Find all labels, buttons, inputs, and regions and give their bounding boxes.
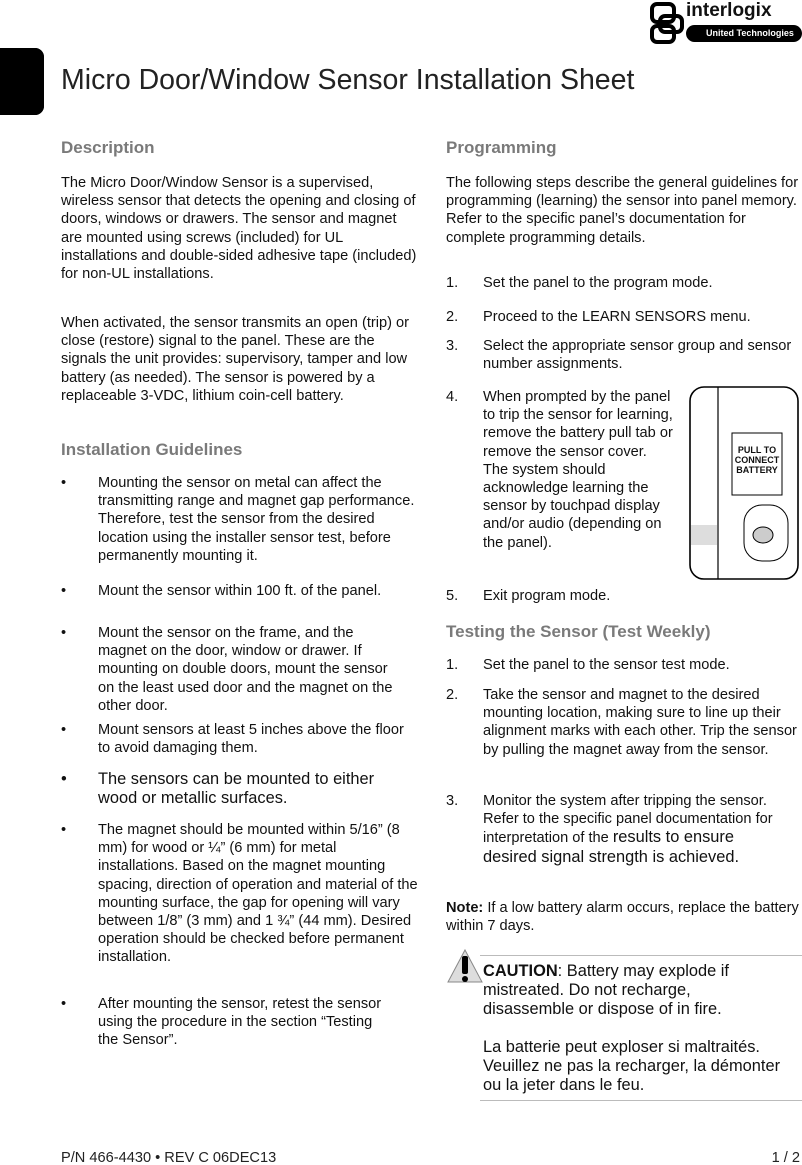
- page-number: 1 / 2: [771, 1150, 800, 1165]
- page-title: Micro Door/Window Sensor Installation Sheet: [61, 64, 635, 96]
- pull-tab-label: PULL TO CONNECT BATTERY: [734, 445, 780, 475]
- description-heading: Description: [61, 138, 155, 157]
- description-p2: When activated, the sensor transmits an open (trip) or close (restore) signal to the panel. These are the signals the unit provides: supervisory, tamper and low battery (as needed). The sensor is powered by a replaceable 3-VDC, lithium coin-cell battery.: [61, 315, 409, 404]
- sensor-illustration: [688, 385, 800, 581]
- guidelines-heading: Installation Guidelines: [61, 440, 243, 459]
- caution-text-fr: La batterie peut exploser si maltraités. Veuillez ne pas la recharger, la démonter ou la jeter dans le feu.: [483, 1038, 781, 1094]
- warning-icon: [446, 948, 484, 984]
- caution-text: CAUTION: Battery may explode if mistreated. Do not recharge, disassemble or dispose of in fire.: [483, 962, 729, 1018]
- logo-mark-icon: [650, 2, 686, 44]
- programming-intro: The following steps describe the general guidelines for programming (learning) the sensor into panel memory. Refer to the specific panel’s documentation for complete programming details.: [446, 175, 799, 246]
- part-number: P/N 466-4430 • REV C 06DEC13: [61, 1150, 277, 1165]
- interlogix-logo: [650, 2, 802, 44]
- logo-sub: United Technologies: [686, 25, 802, 42]
- note: Note: If a low battery alarm occurs, replace the battery within 7 days.: [446, 900, 799, 935]
- divider: [480, 1100, 802, 1101]
- section-tab: [0, 48, 44, 115]
- programming-heading: Programming: [446, 138, 557, 157]
- divider: [480, 955, 802, 956]
- testing-heading: Testing the Sensor (Test Weekly): [446, 622, 711, 641]
- description-p1: The Micro Door/Window Sensor is a supervised, wireless sensor that detects the opening and closing of doors, windows or drawers. The sensor and magnet are mounted using screws (included) for UL installations and double-sided adhesive tape (included) for non-UL installations.: [61, 175, 417, 283]
- logo-brand: interlogix: [686, 0, 772, 21]
- page: interlogix United Technologies Micro Door/Window Sensor Installation Sheet Description The Micro Door/Window Sensor is a supervised, wireless sensor that detects the opening and closing of doors, windows or drawers. The sensor and magnet are mounted using screws (included) for UL installations and double-sided adhesive tape (included) for non-UL installations. When activated, the sensor transmits an open (trip) or close (restore) signal to the panel. These are the signals the unit provides: supervisory, tamper and low battery (as needed). The sensor is powered by a replaceable 3-VDC, lithium coin-cell battery. Installation Guidelines • Mounting the sensor on metal can affect the transmitting range and magnet gap performance. Therefore, test the sensor from the desired location using the installer sensor test, before permanently mounting it. • Mount the sensor within 100 ft. of the panel. • Mount the sensor on the frame, and the magnet on the door, window or drawer. If mounting on double doors, mount the sensor on the least used door and the magnet on the other door. • Mount sensors at least 5 inches above the floor to avoid damaging them. • The sensors can be mounted to either wood or metallic surfaces. • The magnet should be mounted within 5/16” (8 mm) for wood or ¼” (6 mm) for metal installations. Based on the magnet mounting spacing, direction of operation and material of the mounting surface, the gap for opening will vary between 1/8” (3 mm) and 1 ¾” (44 mm). Desired operation should be checked before permanent installation. • After mounting the sensor, retest the sensor using the procedure in the section “Testing the Sensor”. Programming The following steps describe the general guidelines for programming (learning) the sensor into panel memory. Refer to the specific panel’s documentation for complete programming details. 1. Set the panel to the program mode. 2. Proceed to the LEARN SENSORS menu. 3. Select the appropriate sensor group and sensor number assignments. 4. When prompted by the panel to trip the sensor for learning, remove the battery pull tab or remove the sensor cover. The system should acknowledge learning the sensor by touchpad display and/or audio (depending on the panel). 5. Exit program mode. PULL TO CONNECT BATTERY Testing the Sensor (Test Weekly) 1. Set the panel to the sensor test mode. 2. Take the sensor and magnet to the desired mounting location, making sure to line up their alignment marks with each other. Trip the sensor by pulling the magnet away from the sensor. 3. Monitor the system after tripping the sensor. Refer to the specific panel documentation for interpretation of the results to ensure desired signal strength is achieved. Note: If a low battery alarm occurs, replace the battery within 7 days. CAUTION: Battery may explode if mistreated. Do not recharge, disassemble or dispose of in fire. La batterie peut exploser si maltraités. Veuillez ne pas la recharger, la démonter ou la jeter dans le feu. P/N 466-4430 • REV C 06DEC13 1 / 2: [0, 0, 802, 1165]
